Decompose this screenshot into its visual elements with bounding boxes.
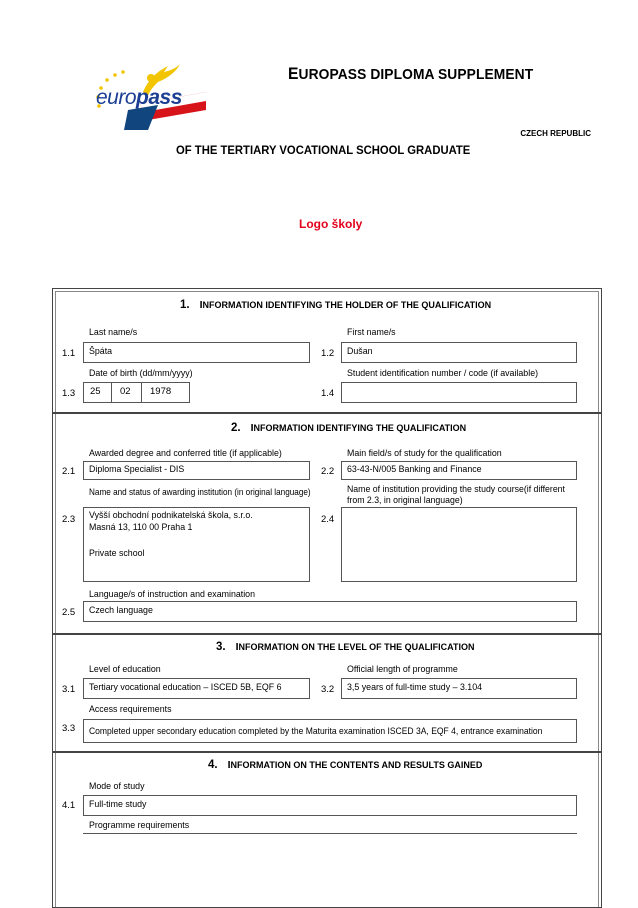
language-label: Language/s of instruction and examination [89, 589, 256, 600]
student-id-field[interactable] [341, 382, 577, 403]
index-2-4: 2.4 [321, 514, 335, 525]
mode-of-study-value: Full-time study [89, 799, 147, 810]
first-name-label: First name/s [347, 327, 396, 338]
section-divider [53, 751, 602, 753]
dob-label: Date of birth (dd/mm/yyyy) [89, 368, 193, 379]
section3-title-rest: NFORMATION ON THE LEVEL OF THE QUALIFICATION [238, 642, 475, 652]
access-requirements-field[interactable] [83, 719, 577, 743]
degree-label: Awarded degree and conferred title (if applicable) [89, 448, 282, 459]
school-logo-placeholder: Logo školy [299, 217, 363, 231]
dob-day: 25 [90, 386, 101, 397]
dob-year: 1978 [150, 386, 172, 397]
access-requirements-label: Access requirements [89, 704, 172, 715]
index-1-4: 1.4 [321, 388, 335, 399]
section3-title [216, 641, 475, 653]
last-name-label: Last name/s [89, 327, 138, 338]
awarding-institution-line2: Masná 13, 110 00 Praha 1 [89, 522, 193, 533]
index-2-1: 2.1 [62, 466, 76, 477]
title-rest: UROPASS DIPLOMA SUPPLEMENT [298, 66, 534, 83]
programme-length-label: Official length of programme [347, 664, 458, 675]
index-3-1: 3.1 [62, 684, 76, 695]
field-of-study-label: Main field/s of study for the qualification [347, 448, 502, 459]
language-field[interactable] [83, 601, 577, 622]
awarding-institution-line3: Private school [89, 548, 145, 559]
awarding-institution-field[interactable] [83, 507, 310, 582]
section3-title-cap: I [235, 641, 239, 653]
logo-text-pass: pass [136, 86, 182, 109]
section2-number: 2. [231, 422, 241, 434]
index-1-3: 1.3 [62, 388, 76, 399]
programme-requirements-field-edge [83, 833, 577, 834]
mode-of-study-label: Mode of study [89, 781, 145, 792]
index-2-3: 2.3 [62, 514, 76, 525]
awarding-institution-label: Name and status of awarding institution (in original language) [89, 487, 311, 498]
field-of-study-field[interactable] [341, 461, 577, 480]
section2-title-cap: I [250, 422, 254, 434]
last-name-field[interactable] [83, 342, 310, 363]
section4-number: 4. [208, 759, 218, 771]
mode-of-study-field[interactable] [83, 795, 577, 816]
level-of-education-field[interactable] [83, 678, 310, 699]
programme-length-value: 3,5 years of full-time study – 3.104 [347, 682, 483, 693]
providing-institution-label: Name of institution providing the study course(if different from 2.3, in original language) [347, 484, 565, 506]
last-name-value: Špáta [89, 346, 113, 357]
section2-title-rest: NFORMATION IDENTIFYING THE QUALIFICATION [253, 423, 467, 433]
level-of-education-label: Level of education [89, 664, 161, 675]
dob-month: 02 [120, 386, 131, 397]
index-1-1: 1.1 [62, 348, 76, 359]
providing-institution-field[interactable] [341, 507, 577, 582]
section4-title [208, 759, 482, 771]
document-subtitle: OF THE TERTIARY VOCATIONAL SCHOOL GRADUATE [176, 143, 471, 157]
country-label: CZECH REPUBLIC [520, 129, 591, 138]
section4-title-cap: I [227, 759, 231, 771]
field-of-study-value: 63-43-N/005 Banking and Finance [347, 464, 482, 475]
section1-title-rest: NFORMATION IDENTIFYING THE HOLDER OF THE QUALIFICATION [202, 300, 492, 310]
section1-number: 1. [180, 299, 190, 311]
section4-title-rest: NFORMATION ON THE CONTENTS AND RESULTS GAINED [230, 760, 483, 770]
degree-value: Diploma Specialist - DIS [89, 464, 185, 475]
section1-title [180, 299, 491, 311]
section-divider [53, 633, 602, 635]
section-divider [53, 412, 602, 414]
index-3-2: 3.2 [321, 684, 335, 695]
logo-text-euro: euro [96, 86, 137, 109]
awarding-institution-line1: Vyšší obchodní podnikatelská škola, s.r.o. [89, 510, 253, 521]
level-of-education-value: Tertiary vocational education – ISCED 5B, EQF 6 [89, 682, 282, 693]
student-id-label: Student identification number / code (if available) [347, 368, 539, 379]
index-2-2: 2.2 [321, 466, 335, 477]
language-value: Czech language [89, 605, 153, 616]
programme-requirements-label: Programme requirements [89, 820, 190, 831]
access-requirements-value: Completed upper secondary education completed by the Maturita examination ISCED 3A, EQF 4, entrance examination [89, 726, 543, 737]
index-4-1: 4.1 [62, 800, 76, 811]
europass-logo [88, 58, 206, 130]
index-3-3: 3.3 [62, 723, 76, 734]
degree-field[interactable] [83, 461, 310, 480]
index-1-2: 1.2 [321, 348, 335, 359]
title-first-letter: E [288, 64, 299, 83]
section2-title [231, 422, 466, 434]
section3-number: 3. [216, 641, 226, 653]
index-2-5: 2.5 [62, 607, 76, 618]
programme-length-field[interactable] [341, 678, 577, 699]
first-name-value: Dušan [347, 346, 373, 357]
section1-title-cap: I [199, 299, 203, 311]
dob-field[interactable] [83, 382, 190, 403]
first-name-field[interactable] [341, 342, 577, 363]
document-title [288, 64, 533, 84]
